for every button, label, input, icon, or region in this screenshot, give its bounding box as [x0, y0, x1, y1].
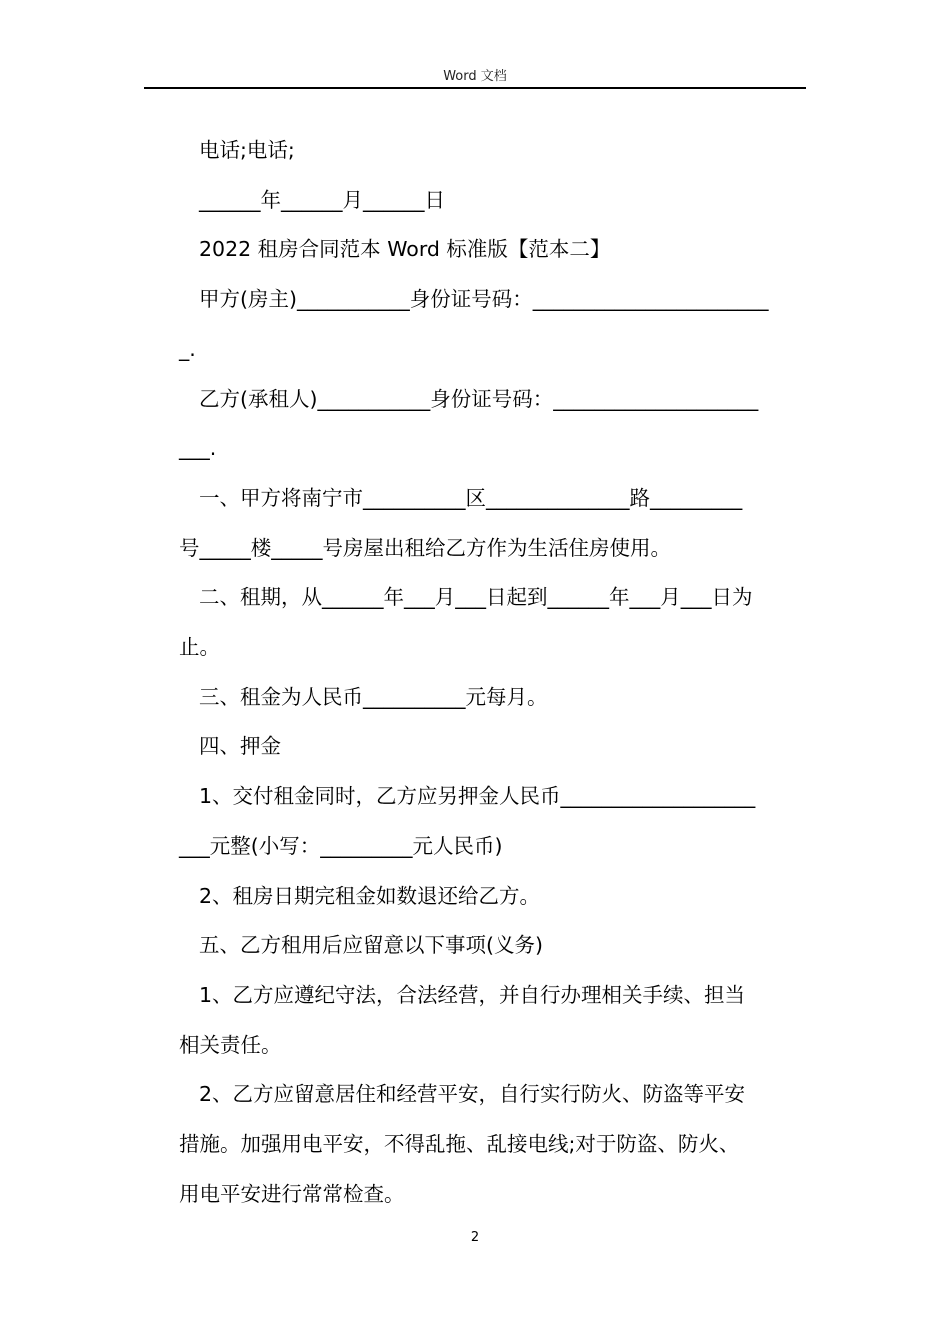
- text-line: 一、甲方将南宁市__________区______________路_________: [199, 485, 743, 510]
- text-line: 乙方(承租人)___________身份证号码：____________________: [199, 386, 759, 411]
- document-body: [179, 126, 809, 1219]
- text-line: 措施。加强用电平安，不得乱拖、乱接电线;对于防盗、防火、: [179, 1132, 740, 1157]
- text-line: 用电平安进行常常检查。: [179, 1181, 405, 1206]
- header-divider: [144, 87, 806, 89]
- text-line: ______年______月______日: [199, 187, 445, 212]
- text-line: 五、乙方租用后应留意以下事项(义务): [199, 933, 543, 958]
- text-line: 二、租期，从______年___月___日起到______年___月___日为: [199, 585, 753, 610]
- text-line: 电话;电话;: [199, 138, 295, 162]
- text-line: 2、租房日期完租金如数退还给乙方。: [199, 883, 541, 908]
- text-line: 2、乙方应留意居住和经营平安，自行实行防火、防盗等平安: [199, 1082, 746, 1107]
- section-title: 2022 租房合同范本 Word 标准版【范本二】: [199, 237, 611, 262]
- text-line: 三、租金为人民币__________元每月。: [199, 684, 548, 709]
- text-line: 1、乙方应遵纪守法，合法经营，并自行办理相关手续、担当: [199, 982, 746, 1007]
- page-header: Word 文档: [443, 69, 507, 84]
- text-line: ___元整(小写：_________元人民币): [179, 833, 503, 858]
- text-line: ___.: [179, 436, 217, 461]
- text-line: 止。: [179, 635, 220, 660]
- text-line: 号_____楼_____号房屋出租给乙方作为生活住房使用。: [179, 535, 671, 560]
- text-line: 四、押金: [199, 734, 281, 759]
- text-line: 1、交付租金同时，乙方应另押金人民币___________________: [199, 784, 756, 809]
- page-number: 2: [470, 1230, 480, 1245]
- text-line: 相关责任。: [179, 1032, 282, 1057]
- text-line: 甲方(房主)___________身份证号码：_______________________: [199, 287, 769, 312]
- text-line: _.: [179, 336, 196, 361]
